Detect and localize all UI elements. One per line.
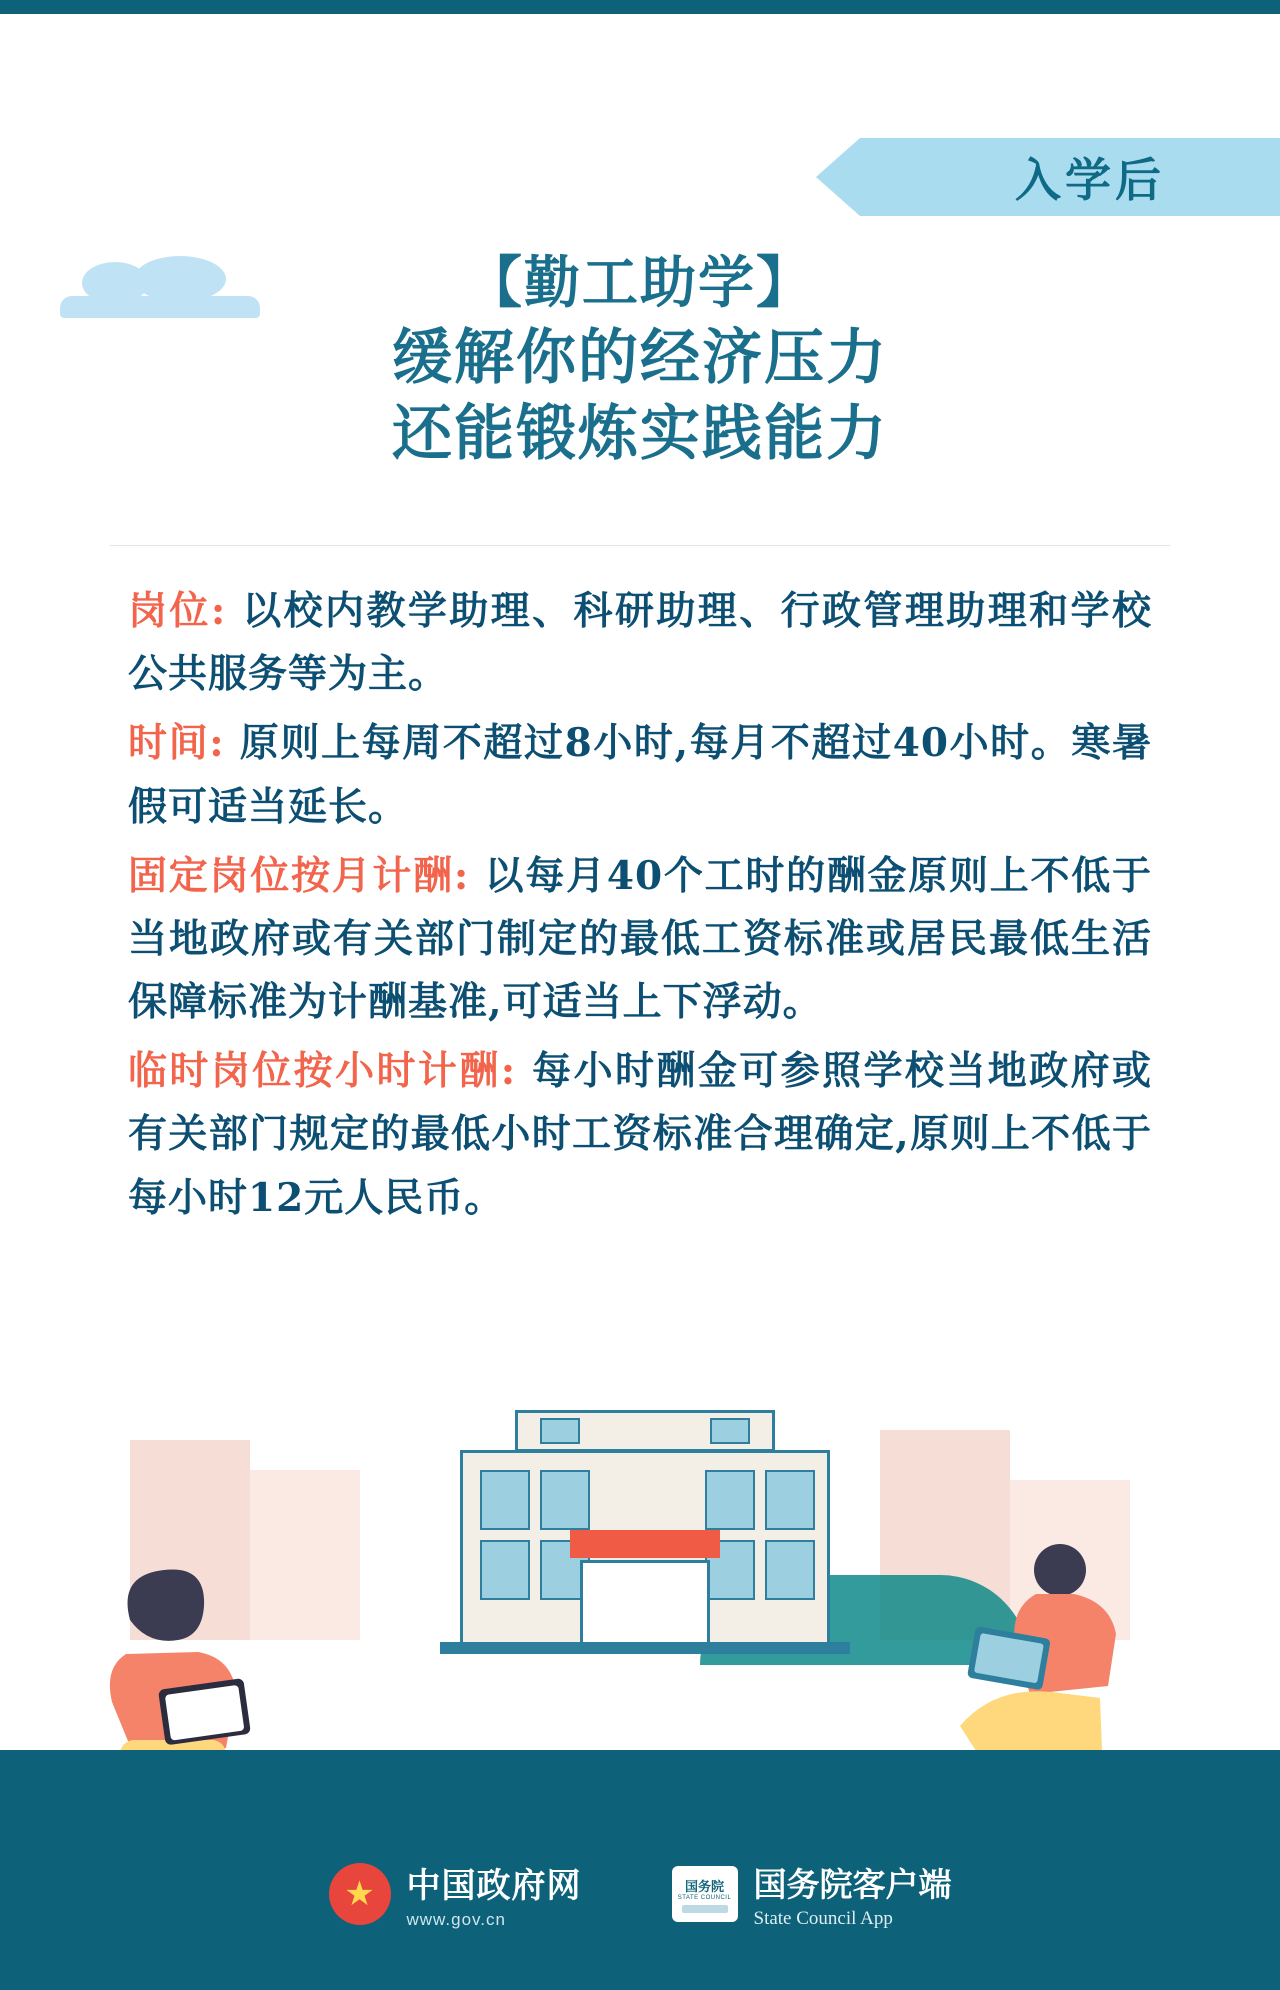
state-council-badge-icon: [672, 1866, 738, 1922]
paragraph-label: 临时岗位按小时计酬:: [128, 1048, 517, 1095]
paragraph-hourly-pay: [128, 1040, 1152, 1230]
body-content: [128, 580, 1152, 1236]
illustration: [0, 1400, 1280, 1800]
headline-line-1: 【勤工助学】: [466, 251, 814, 316]
page-title: [0, 248, 1280, 473]
footer: [0, 1750, 1280, 1990]
ribbon-notch: [816, 138, 860, 216]
gov-name-label: 中国政府网: [406, 1866, 582, 1906]
stage-ribbon: [860, 138, 1280, 216]
headline-line-2: 缓解你的经济压力: [392, 322, 888, 393]
divider: [110, 545, 1170, 546]
star-icon: ★: [344, 1875, 375, 1913]
paragraph-label: 固定岗位按月计酬:: [128, 852, 470, 899]
paragraph-position: [128, 580, 1152, 706]
state-council-badge-cn: 国务院: [684, 1879, 724, 1895]
state-council-app-logo[interactable]: [672, 1859, 952, 1930]
paragraph-monthly-pay: [128, 845, 1152, 1035]
paragraph-text: 以每月40个工时的酬金原则上不低于当地政府或有关部门制定的最低工资标准或居民最低生活保障标准为计酬基准,可适当上下浮动。: [128, 852, 1152, 1026]
council-app-name-cn: 国务院客户端: [753, 1864, 952, 1904]
council-app-name-en: State Council App: [753, 1907, 893, 1929]
footer-logos: [0, 1858, 1280, 1930]
stage-ribbon-label: 入学后: [1015, 153, 1165, 207]
gov-logo[interactable]: [329, 1858, 582, 1930]
paragraph-text: 原则上每周不超过8小时,每月不超过40小时。寒暑假可适当延长。: [128, 720, 1152, 830]
badge-bar: [682, 1905, 728, 1913]
headline-line-3: 还能锻炼实践能力: [392, 399, 888, 470]
national-emblem-icon: [329, 1863, 391, 1925]
paragraph-label: 时间:: [128, 720, 225, 767]
paragraph-time: [128, 712, 1152, 838]
state-council-badge-en: STATE COUNCIL: [677, 1894, 732, 1901]
paragraph-text: 以校内教学助理、科研助理、行政管理助理和学校公共服务等为主。: [128, 588, 1152, 698]
gov-url-label: www.gov.cn: [406, 1910, 506, 1929]
paragraph-text: 每小时酬金可参照学校当地政府或有关部门规定的最低小时工资标准合理确定,原则上不低于每小时12元人民币。: [128, 1048, 1152, 1221]
paragraph-label: 岗位:: [128, 588, 227, 634]
top-accent-bar: [0, 0, 1280, 14]
school-building-icon: [420, 1410, 870, 1645]
